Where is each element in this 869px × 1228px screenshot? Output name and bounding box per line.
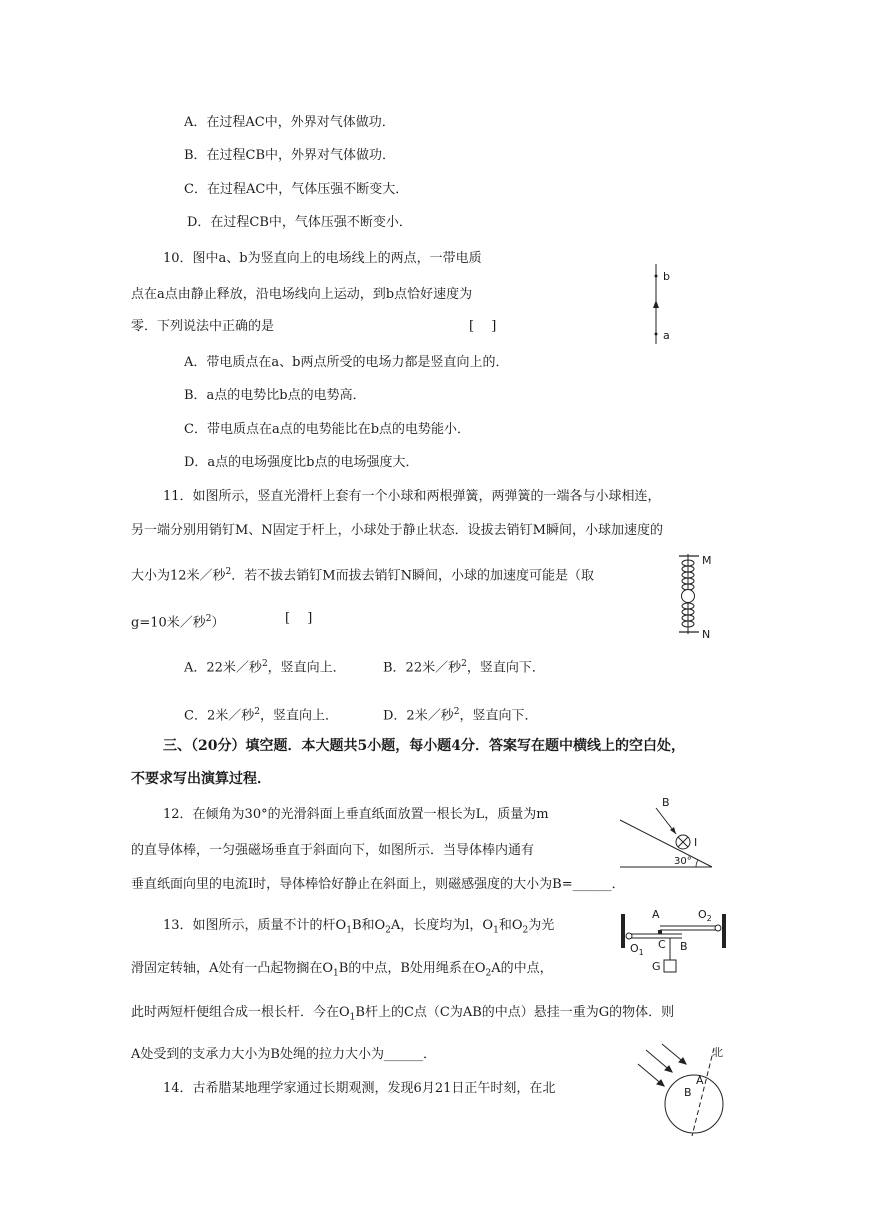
q12-line-2: 的直导体棒，一匀强磁场垂直于斜面向下，如图所示．当导体棒内通有 [131, 843, 535, 858]
q14-earth-figure [632, 1042, 732, 1142]
q10-field-line-figure [646, 262, 686, 352]
q12-line-3: 垂直纸面向里的电流I时，导体棒恰好静止在斜面上，则磁感强度的大小为B=______． [131, 877, 625, 892]
q9-option-c: C．在过程AC中，气体压强不断变大． [184, 182, 409, 197]
q14-fig-label-b: B [684, 1086, 692, 1099]
q9-option-a: A．在过程AC中，外界对气体做功． [184, 115, 395, 130]
section-3-heading-line-2: 不要求写出演算过程． [131, 771, 271, 787]
q9-option-b: B．在过程CB中，外界对气体做功． [184, 148, 396, 163]
q11-option-d: D．2米／秒$^2$，竖直向下． [383, 707, 538, 724]
q11-fig-label-n: N [702, 628, 711, 641]
q12-incline-figure [618, 790, 718, 870]
q13-fig-label-b: B [680, 940, 688, 953]
q11-line-2: 另一端分别用销钉M、N固定于杆上，小球处于静止状态．设拔去销钉M瞬间，小球加速度的 [131, 523, 663, 538]
q10-option-c: C．带电质点在a点的电势能比在b点的电势能小． [184, 422, 471, 437]
q13-fig-label-a: A [652, 908, 660, 921]
q10-fig-label-b: b [663, 270, 670, 283]
q12-line-1: 12．在倾角为30°的光滑斜面上垂直纸面放置一根长为L，质量为m [163, 807, 549, 822]
q13-line-4: A处受到的支承力大小为B处绳的拉力大小为______． [131, 1047, 436, 1062]
q11-option-a: A．22米／秒$^2$，竖直向上． [184, 659, 346, 676]
q13-fig-label-c: C [658, 938, 666, 951]
q13-fig-label-g: G [652, 960, 661, 973]
q13-line-2: 滑固定转轴，A处有一凸起物搁在$O_1B$的中点，B处用绳系在$O_2A$的中点， [131, 961, 553, 979]
q13-line-3: 此时两短杆便组合成一根长杆．今在$O_1B$杆上的C点（C为AB的中点）悬挂一重为G的物体．则 [131, 1005, 675, 1023]
q11-answer-bracket: [ ] [285, 611, 313, 626]
q14-line-1: 14．古希腊某地理学家通过长期观测，发现6月21日正午时刻，在北 [163, 1081, 556, 1096]
q12-fig-label-angle: 30° [674, 856, 692, 867]
q10-option-a: A．带电质点在a、b两点所受的电场力都是竖直向上的． [184, 355, 509, 370]
q14-fig-label-a: A [696, 1074, 704, 1087]
q13-fig-label-o1: $O_1$ [630, 942, 644, 957]
q10-fig-label-a: a [663, 329, 670, 342]
q12-fig-label-i: I [694, 836, 698, 849]
q10-answer-bracket: [ ] [469, 319, 497, 334]
q10-line-3: 零．下列说法中正确的是 [131, 319, 275, 334]
q11-option-c: C．2米／秒$^2$，竖直向上． [184, 707, 338, 724]
section-3-heading-line-1: 三、（20分）填空题．本大题共5小题，每小题4分．答案写在题中横线上的空白处， [163, 738, 685, 754]
q10-option-d: D．a点的电场强度比b点的电场强度大． [184, 455, 419, 470]
q10-line-1: 10．图中a、b为竖直向上的电场线上的两点，一带电质 [163, 251, 482, 266]
q10-option-b: B．a点的电势比b点的电势高． [184, 388, 366, 403]
q12-fig-label-b: B [662, 796, 670, 809]
q11-fig-label-m: M [702, 554, 712, 567]
q13-fig-label-o2: $O_2$ [698, 908, 712, 923]
q13-line-1: 13．如图所示，质量不计的杆$O_1B$和$O_2A$，长度均为l，$O_1$和$O_2$为光 [163, 918, 555, 936]
q11-spring-figure [677, 552, 727, 642]
q14-fig-label-north: 北 [712, 1046, 723, 1059]
q11-line-1: 11．如图所示，竖直光滑杆上套有一个小球和两根弹簧，两弹簧的一端各与小球相连， [163, 489, 661, 504]
q13-rod-figure [618, 904, 738, 984]
q11-line-3: 大小为12米／秒$^2$．若不拔去销钉M而拔去销钉N瞬间，小球的加速度可能是（取 [131, 567, 594, 584]
q11-line-4: g=10米／秒$^2$） [131, 614, 225, 631]
q11-option-b: B．22米／秒$^2$，竖直向下． [383, 659, 545, 676]
q10-line-2: 点在a点由静止释放，沿电场线向上运动，到b点恰好速度为 [131, 287, 473, 302]
q9-option-d: D．在过程CB中，气体压强不断变小． [187, 215, 412, 230]
